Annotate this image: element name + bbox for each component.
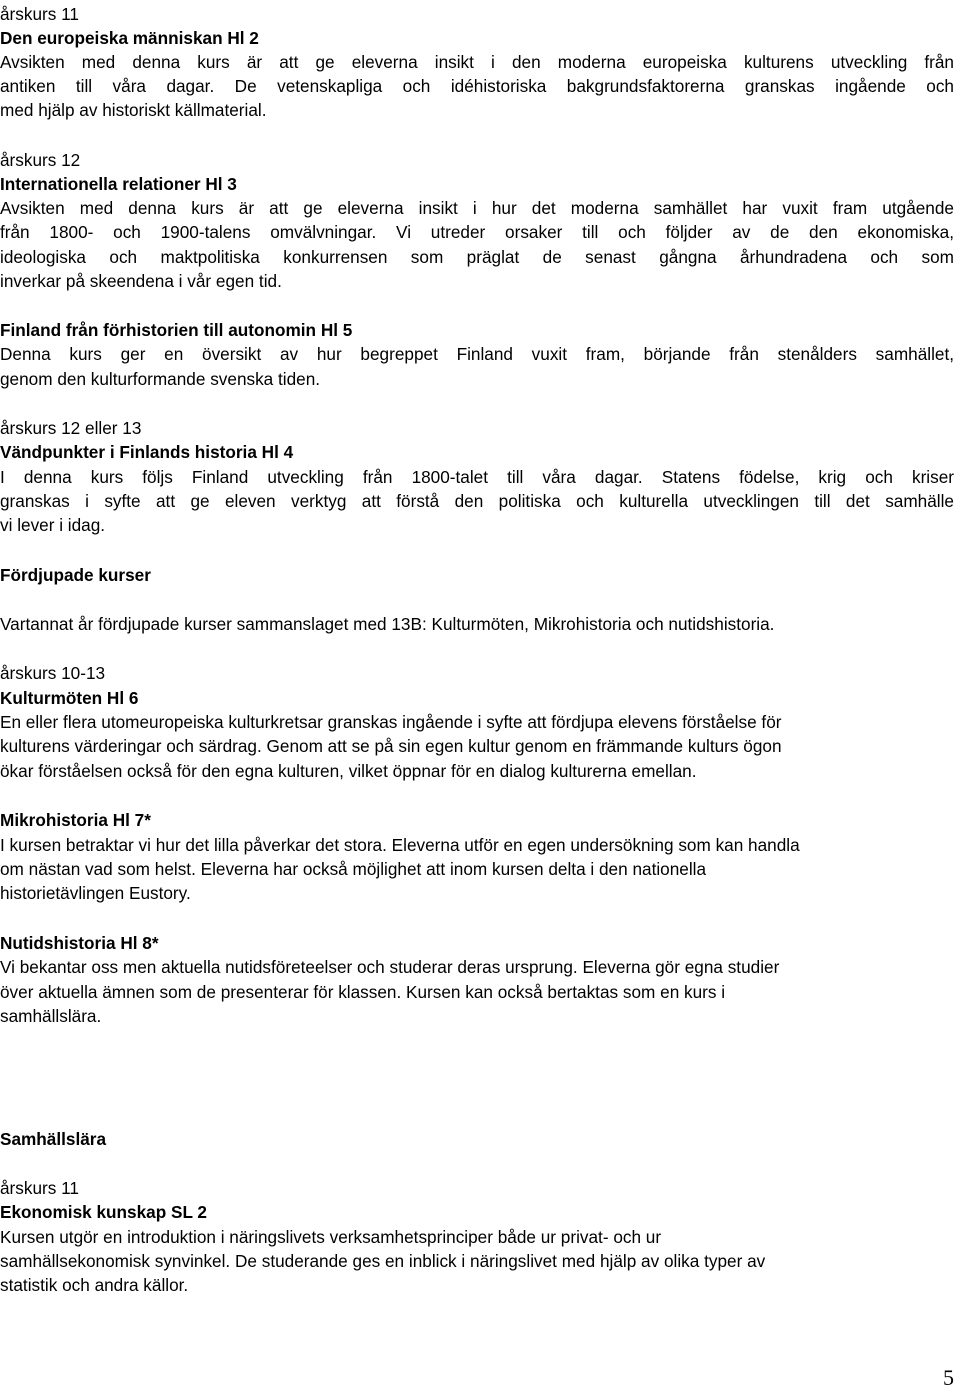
body-line: med hjälp av historiskt källmaterial. [0,100,267,120]
body-line: genom den kulturformande svenska tiden. [0,369,321,389]
course-title: Internationella relationer Hl 3 [0,174,237,194]
body-line: I denna kurs följs Finland utveckling från 1800-talet till våra dagar. Statens födelse, krig och kriser [0,467,954,487]
body-line: statistik och andra källor. [0,1275,189,1295]
body-line: samhällsekonomisk synvinkel. De studerande ges en inblick i näringslivet med hjälp av olika typer av [0,1251,766,1271]
body-line: kulturens värderingar och särdrag. Genom att se på sin egen kultur genom en främmande kulturs ögon [0,736,782,756]
body-line: Denna kurs ger en översikt av hur begreppet Finland vuxit fram, börjande från stenålders samhället, [0,344,954,364]
course-title: Nutidshistoria Hl 8* [0,933,159,953]
body-line: antiken till våra dagar. De vetenskapliga och idéhistoriska bakgrundsfaktorerna granskas ingående och [0,76,954,96]
grade-label: årskurs 10-13 [0,663,106,683]
body-line: Vi bekantar oss men aktuella nutidsföreteelser och studerar deras ursprung. Eleverna gör egna studier [0,957,780,977]
course-title: Ekonomisk kunskap SL 2 [0,1202,207,1222]
body-line: från 1800- och 1900-talens omvälvningar. Vi utreder orsaker till och följder av de den ekonomiska, [0,222,954,242]
body-line: om nästan vad som helst. Eleverna har också möjlighet att inom kursen delta i den nationella [0,859,707,879]
body-line: inverkar på skeendena i vår egen tid. [0,271,282,291]
body-line: historietävlingen Eustory. [0,883,191,903]
course-title: Finland från förhistorien till autonomin Hl 5 [0,320,353,340]
grade-label: årskurs 11 [0,4,79,24]
body-line: Avsikten med denna kurs är att ge eleverna insikt i hur det moderna samhället har vuxit fram utgående [0,198,954,218]
course-title: Kulturmöten Hl 6 [0,688,139,708]
body-line: En eller flera utomeuropeiska kulturkretsar granskas ingående i syfte att fördjupa elevens förståelse för [0,712,782,732]
body-line: över aktuella ämnen som de presenterar för klassen. Kursen kan också bertaktas som en kurs i [0,982,726,1002]
body-line: granskas i syfte att ge eleven verktyg att förstå den politiska och kulturella utvecklingen till det samhälle [0,491,954,511]
course-title: Vändpunkter i Finlands historia Hl 4 [0,442,294,462]
body-line: samhällslära. [0,1006,102,1026]
grade-label: årskurs 11 [0,1178,79,1198]
body-line: ökar förståelsen också för den egna kulturen, vilket öppnar för en dialog kulturerna emellan. [0,761,697,781]
grade-label: årskurs 12 [0,150,81,170]
page-number: 5 [943,1365,954,1390]
body-line: vi lever i idag. [0,515,106,535]
body-line: I kursen betraktar vi hur det lilla påverkar det stora. Eleverna utför en egen undersökning som kan handla [0,835,800,855]
body-line: ideologiska och maktpolitiska konkurrensen som präglat de senast gångna århundradena och som [0,247,954,267]
section-heading: Fördjupade kurser [0,565,151,585]
body-line: Avsikten med denna kurs är att ge eleverna insikt i den moderna europeiska kulturens utveckling från [0,52,954,72]
subject-heading: Samhällslära [0,1129,107,1149]
body-line: Kursen utgör en introduktion i näringslivets verksamhetsprinciper både ur privat- och ur [0,1227,662,1247]
grade-label: årskurs 12 eller 13 [0,418,142,438]
course-title: Mikrohistoria Hl 7* [0,810,151,830]
course-title: Den europeiska människan Hl 2 [0,28,259,48]
body-line: Vartannat år fördjupade kurser sammanslaget med 13B: Kulturmöten, Mikrohistoria och nutidshistoria. [0,614,775,634]
